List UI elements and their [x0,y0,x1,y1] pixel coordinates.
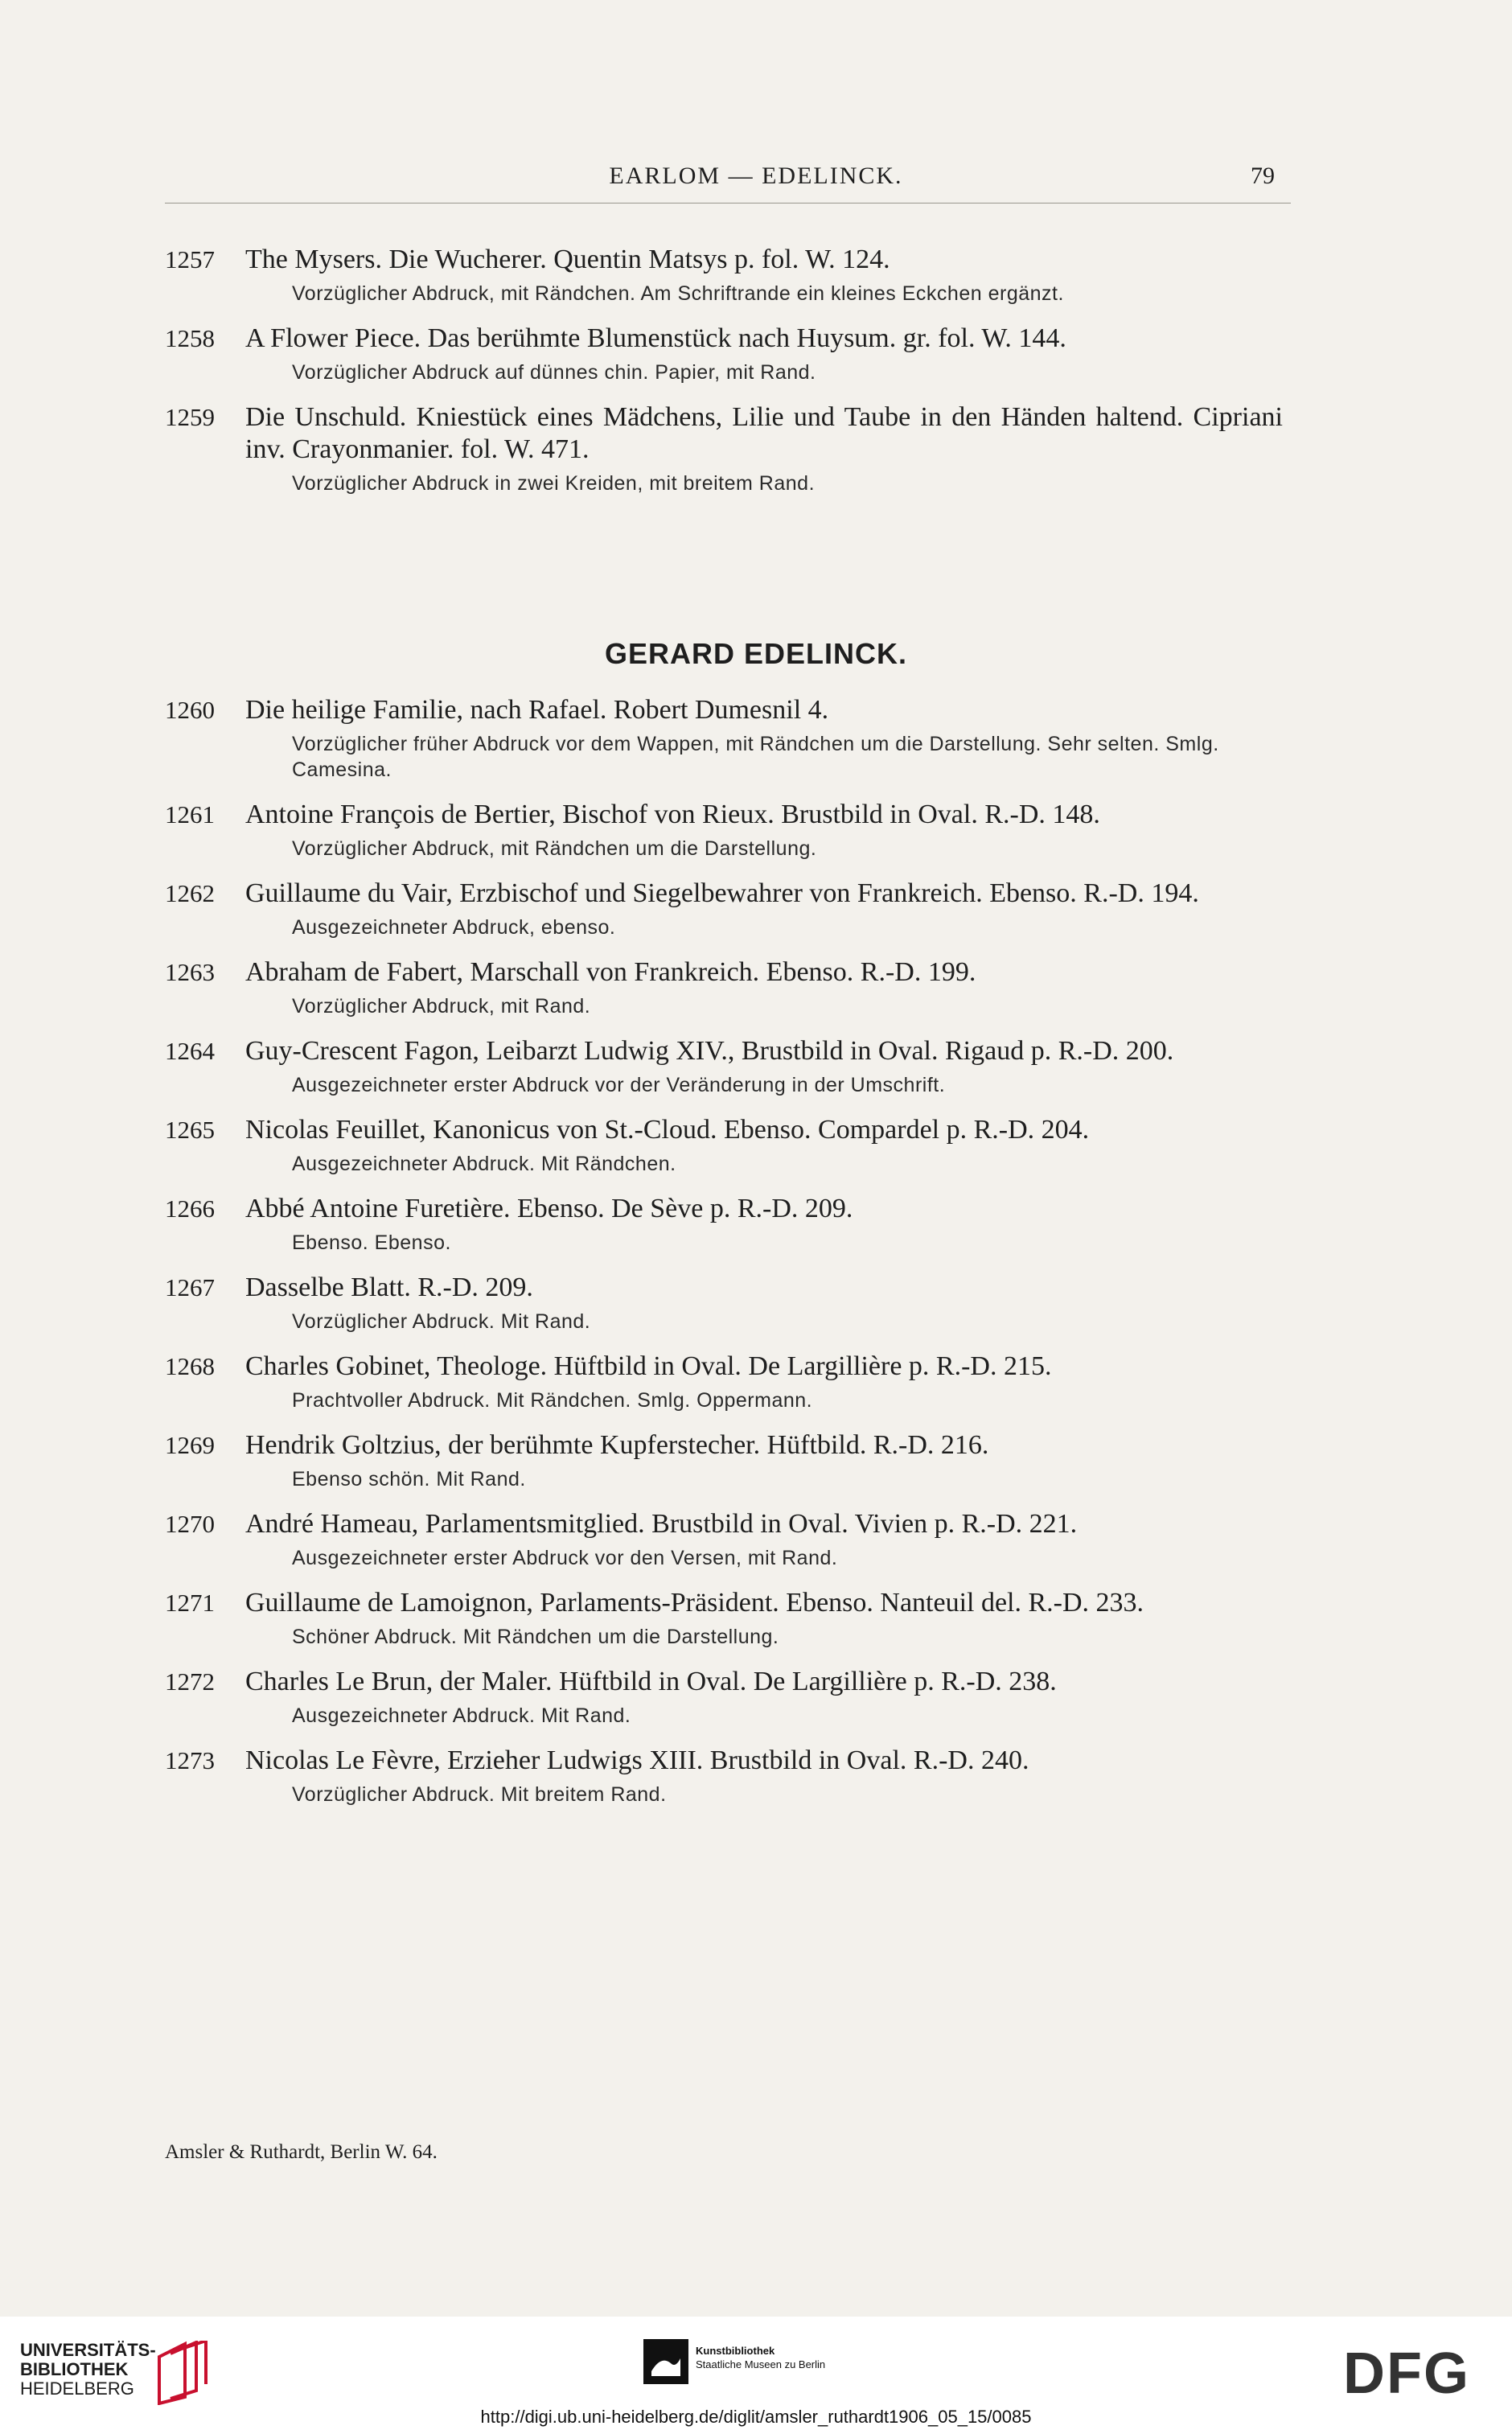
catalog-entry [0,878,1512,940]
catalog-entry [0,1035,1512,1098]
entry-number: 1258 [165,324,215,352]
catalog-entries-earlom [0,244,1512,512]
source-url-link[interactable]: http://digi.ub.uni-heidelberg.de/diglit/amsler_ruthardt1906_05_15/0085 [480,2407,1032,2427]
entry-note: Vorzüglicher Abdruck, mit Rändchen. Am Schriftrande ein kleines Eckchen ergänzt. [292,282,1064,305]
entry-note: Vorzüglicher Abdruck, mit Rändchen um die Darstellung. [292,837,817,860]
entry-title: Die Unschuld. Kniestück eines Mädchens, Lilie und Taube in den Händen haltend. Cipriani inv. Crayonmanier. fol. W. 471. [245,402,1283,464]
entry-title: Dasselbe Blatt. R.-D. 209. [245,1273,533,1302]
dfg-logo[interactable]: DFG [1343,2341,1470,2406]
university-mark-icon [153,2341,209,2405]
entry-note: Prachtvoller Abdruck. Mit Rändchen. Smlg. Oppermann. [292,1389,813,1412]
entry-note: Ausgezeichneter erster Abdruck vor den Versen, mit Rand. [292,1547,838,1569]
entry-title: Guillaume de Lamoignon, Parlaments-Präsident. Ebenso. Nanteuil del. R.-D. 233. [245,1588,1144,1618]
kunstbibliothek-text [696,2344,825,2371]
entry-note: Ebenso schön. Mit Rand. [292,1468,526,1490]
uni-name-line: BIBLIOTHEK [20,2359,129,2379]
entry-note: Vorzüglicher früher Abdruck vor dem Wappen, mit Rändchen um die Darstellung. Sehr selten. Smlg. Camesina. [292,733,1219,781]
entry-number: 1263 [165,958,215,986]
entry-number: 1269 [165,1431,215,1459]
kunstbibliothek-logo[interactable] [643,2339,909,2387]
catalog-entry [0,1587,1512,1650]
catalog-entry [0,1429,1512,1492]
entry-note: Ausgezeichneter Abdruck. Mit Rand. [292,1704,631,1727]
catalog-entry [0,799,1512,861]
entry-note: Vorzüglicher Abdruck auf dünnes chin. Papier, mit Rand. [292,361,816,384]
entry-number: 1260 [165,696,215,724]
entry-number: 1271 [165,1589,215,1617]
page-number: 79 [1251,162,1275,189]
entry-title: Charles Gobinet, Theologe. Hüftbild in Oval. De Largillière p. R.-D. 215. [245,1351,1052,1381]
entry-number: 1265 [165,1116,215,1144]
university-library-name [20,2341,156,2399]
entry-title: The Mysers. Die Wucherer. Quentin Matsys p. fol. W. 124. [245,245,890,274]
catalog-entry [0,1114,1512,1177]
section-heading: GERARD EDELINCK. [604,637,908,670]
kunstbibliothek-subtitle: Staatliche Museen zu Berlin [696,2358,826,2370]
entry-number: 1272 [165,1667,215,1696]
entry-note: Schöner Abdruck. Mit Rändchen um die Darstellung. [292,1626,779,1648]
entry-number: 1268 [165,1352,215,1380]
page-header [0,162,1512,198]
entry-note: Vorzüglicher Abdruck in zwei Kreiden, mit breitem Rand. [292,472,816,495]
entry-title: Hendrik Goltzius, der berühmte Kupferstecher. Hüftbild. R.-D. 216. [245,1430,989,1460]
entry-number: 1273 [165,1746,215,1774]
catalog-entry [0,244,1512,306]
viewer-footer [0,2317,1512,2434]
entry-number: 1270 [165,1510,215,1538]
catalog-entry [0,1193,1512,1256]
entry-title: Guy-Crescent Fagon, Leibarzt Ludwig XIV., Brustbild in Oval. Rigaud p. R.-D. 200. [245,1036,1174,1066]
entry-number: 1262 [165,879,215,907]
uni-name-line: HEIDELBERG [20,2378,134,2399]
entry-note: Vorzüglicher Abdruck. Mit breitem Rand. [292,1783,667,1806]
entry-note: Ausgezeichneter Abdruck. Mit Rändchen. [292,1153,676,1175]
entry-number: 1259 [165,403,215,431]
entry-title: Antoine François de Bertier, Bischof von Rieux. Brustbild in Oval. R.-D. 148. [245,800,1100,829]
catalog-entry [0,694,1512,783]
catalog-entry [0,1351,1512,1413]
kunstbibliothek-emblem-icon [643,2339,688,2384]
entry-title: Die heilige Familie, nach Rafael. Robert Dumesnil 4. [245,695,829,725]
catalog-entry [0,323,1512,385]
entry-title: A Flower Piece. Das berühmte Blumenstück nach Huysum. gr. fol. W. 144. [245,323,1066,353]
entry-title: Nicolas Feuillet, Kanonicus von St.-Cloud. Ebenso. Compardel p. R.-D. 204. [245,1115,1090,1145]
entry-note: Ausgezeichneter Abdruck, ebenso. [292,916,616,939]
catalog-entry [0,401,1512,496]
header-rule [165,203,1291,204]
entry-number: 1264 [165,1037,215,1065]
catalog-entry [0,1272,1512,1334]
kunstbibliothek-name: Kunstbibliothek [696,2345,775,2357]
entry-note: Vorzüglicher Abdruck. Mit Rand. [292,1310,591,1333]
entry-title: Charles Le Brun, der Maler. Hüftbild in Oval. De Largillière p. R.-D. 238. [245,1667,1057,1696]
entry-note: Vorzüglicher Abdruck, mit Rand. [292,995,591,1018]
uni-name-line: UNIVERSITÄTS- [20,2340,156,2360]
entry-note: Ebenso. Ebenso. [292,1231,451,1254]
entry-title: Nicolas Le Fèvre, Erzieher Ludwigs XIII. Brustbild in Oval. R.-D. 240. [245,1745,1029,1775]
entry-title: Abbé Antoine Furetière. Ebenso. De Sève p. R.-D. 209. [245,1194,853,1223]
entry-number: 1266 [165,1194,215,1223]
entry-title: Abraham de Fabert, Marschall von Frankreich. Ebenso. R.-D. 199. [245,957,976,987]
catalog-entry [0,1508,1512,1571]
publisher-imprint: Amsler & Ruthardt, Berlin W. 64. [165,2141,438,2163]
entry-number: 1267 [165,1273,215,1301]
catalog-entry [0,1666,1512,1729]
running-head: EARLOM — EDELINCK. [609,162,903,189]
entry-title: André Hameau, Parlamentsmitglied. Brustbild in Oval. Vivien p. R.-D. 221. [245,1509,1078,1539]
catalog-entry [0,956,1512,1019]
entry-number: 1261 [165,800,215,828]
entry-note: Ausgezeichneter erster Abdruck vor der Veränderung in der Umschrift. [292,1074,946,1096]
catalog-entry [0,1745,1512,1807]
entry-number: 1257 [165,245,215,273]
entry-title: Guillaume du Vair, Erzbischof und Siegelbewahrer von Frankreich. Ebenso. R.-D. 194. [245,878,1199,908]
catalog-entries-edelinck [0,694,1512,1823]
university-library-logo[interactable] [20,2341,221,2405]
